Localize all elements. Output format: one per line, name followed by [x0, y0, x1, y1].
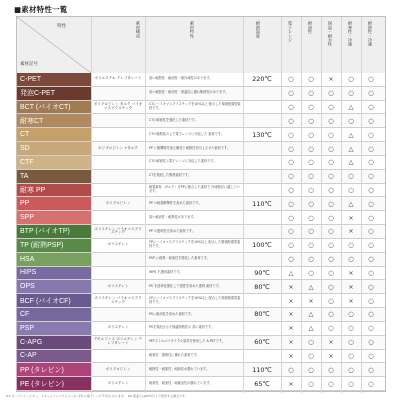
table-row — [17, 73, 385, 87]
table-row — [17, 225, 385, 239]
property-symbol: × — [288, 310, 294, 319]
property-symbol: ○ — [288, 227, 294, 236]
heat-resistance-temp: 65℃ — [254, 379, 270, 388]
property-symbol: ○ — [308, 186, 314, 194]
material-feature: CFにバイオマスプラスチックを10%以上 配合した環境配慮型素材です。 — [149, 295, 241, 304]
table-row — [17, 322, 385, 336]
header-col-cold: 耐寒性・冷凍 — [348, 21, 353, 47]
material-composition: ポリエチレン — [107, 380, 129, 385]
header-feature-label: 素材特性 — [190, 21, 195, 38]
material-code: HIPS — [17, 267, 91, 280]
property-symbol: ○ — [308, 338, 314, 347]
property-symbol: ○ — [368, 172, 374, 181]
property-symbol: ○ — [348, 324, 354, 333]
table-row — [17, 336, 385, 350]
material-feature: PP の透明性を高めた素材です。 — [149, 228, 196, 233]
material-code: BCT (バイオCT) — [17, 101, 91, 114]
property-symbol: ○ — [368, 296, 374, 305]
material-feature: CTの耐寒性を強化した素材です。 — [149, 117, 198, 122]
divider — [321, 17, 322, 393]
heat-resistance-temp — [243, 170, 281, 183]
material-code: CTF — [17, 156, 91, 169]
table-row — [17, 114, 385, 128]
property-symbol: ○ — [288, 116, 294, 125]
header-col-oil: 耐油性 — [308, 21, 313, 34]
property-symbol: ○ — [348, 89, 354, 98]
heat-resistance-temp — [243, 225, 281, 238]
property-symbol: × — [288, 296, 294, 305]
material-feature: 耐寒素材（タルク）をPPに配合した素材で 冷凍保存に適しています。 — [149, 185, 240, 193]
heat-resistance-temp — [243, 101, 281, 114]
header-col-microwave: 電子レンジ — [288, 21, 293, 42]
heat-resistance-temp: 90℃ — [254, 268, 270, 277]
material-composition: ポリプロピレン — [105, 200, 131, 205]
property-symbol: ○ — [368, 365, 374, 374]
material-feature: 高い耐熱性・耐油性・耐冷凍性があります。 — [149, 76, 213, 81]
property-symbol: ○ — [328, 310, 334, 319]
material-composition — [93, 253, 143, 266]
property-symbol: ○ — [328, 130, 334, 139]
heat-resistance-temp — [243, 87, 281, 100]
table-row — [17, 363, 385, 377]
property-symbol: ○ — [308, 89, 314, 98]
material-code: PP — [17, 197, 91, 210]
property-symbol: △ — [348, 199, 354, 208]
material-code: PE (タレビン) — [17, 377, 91, 390]
material-feature: TPにバイオマスプラスチックを10%以上 配合した環境配慮型素材です。 — [149, 240, 241, 249]
property-symbol: ○ — [328, 379, 334, 388]
material-composition — [93, 114, 143, 127]
heat-resistance-temp — [243, 114, 281, 127]
property-symbol: ○ — [308, 199, 314, 208]
heat-resistance-temp — [243, 142, 281, 155]
table-row — [17, 294, 385, 308]
property-symbol: ○ — [308, 268, 314, 277]
property-symbol: ○ — [288, 158, 294, 167]
material-composition — [93, 170, 143, 183]
property-symbol: △ — [308, 310, 314, 319]
property-symbol: × — [328, 338, 334, 347]
material-code: 発泡C-PET — [17, 87, 91, 100]
header-material-label: 素材構成 — [136, 21, 141, 38]
header-code-label: 素材記号 — [20, 62, 38, 67]
property-symbol: × — [348, 282, 354, 291]
property-symbol: ○ — [308, 351, 314, 360]
heat-resistance-temp — [243, 350, 281, 363]
property-symbol: ○ — [368, 227, 374, 236]
material-feature: CTを発泡した断熱素材です。 — [149, 173, 192, 178]
property-symbol: × — [348, 213, 354, 222]
material-feature: 高い耐油性・耐熱性があります。 — [149, 214, 197, 219]
header-col-heat-water: 保温・耐水性 — [328, 21, 333, 47]
property-symbol: ○ — [288, 89, 294, 98]
header-property-label: 特性 — [57, 24, 66, 29]
material-code: PP (タレビン) — [17, 363, 91, 376]
material-composition — [93, 211, 143, 224]
material-code: C-PET — [17, 73, 91, 86]
property-symbol: ○ — [328, 103, 334, 112]
header-col-heat-freeze: 耐熱性・冷凍 — [368, 21, 373, 47]
property-symbol: ○ — [348, 365, 354, 374]
property-symbol: △ — [348, 130, 354, 139]
property-symbol: ○ — [368, 324, 374, 333]
divider — [361, 17, 362, 393]
table-row — [17, 197, 385, 211]
property-symbol: ○ — [368, 144, 374, 153]
material-composition: ポリエステル テレフタレート — [94, 76, 142, 81]
heat-resistance-temp: 80℃ — [254, 282, 270, 291]
property-symbol: ○ — [348, 116, 354, 125]
material-composition: ポリスチレン — [107, 242, 129, 247]
heat-resistance-temp — [243, 253, 281, 266]
table-row — [17, 280, 385, 294]
heat-resistance-temp: 220℃ — [252, 75, 272, 84]
property-symbol: ○ — [288, 144, 294, 153]
property-symbol: ○ — [348, 351, 354, 360]
page-title: ■素材特性一覧 — [14, 5, 68, 14]
property-symbol: ○ — [328, 89, 334, 98]
property-symbol: × — [288, 351, 294, 360]
property-symbol: ○ — [368, 199, 374, 208]
material-feature: 高い耐熱性・耐油性・保温性に優れ断熱性があります。 — [149, 90, 229, 95]
table-row — [17, 377, 385, 391]
property-symbol: ○ — [308, 213, 314, 222]
material-code: C-APG — [17, 336, 91, 349]
property-symbol: ○ — [328, 365, 334, 374]
property-symbol: ○ — [308, 379, 314, 388]
table-row — [17, 156, 385, 170]
property-symbol: ○ — [308, 365, 314, 374]
property-symbol: ○ — [368, 310, 374, 319]
material-feature: CTにバイオマスプラスチックを10%以上 配合した環境配慮型素材です。 — [149, 102, 241, 111]
property-symbol: ○ — [308, 227, 314, 236]
property-symbol: △ — [308, 324, 314, 333]
heat-resistance-temp — [243, 294, 281, 307]
property-symbol: ○ — [328, 227, 334, 236]
material-composition — [93, 350, 143, 363]
material-composition — [93, 87, 143, 100]
material-composition — [93, 308, 143, 321]
property-symbol: ○ — [288, 213, 294, 222]
divider — [145, 17, 146, 393]
property-symbol: ○ — [328, 241, 334, 250]
material-code: HSA — [17, 253, 91, 266]
property-symbol: △ — [348, 103, 354, 112]
property-symbol: ○ — [308, 130, 314, 139]
divider — [281, 17, 282, 393]
material-composition — [93, 184, 143, 197]
property-symbol: ○ — [328, 144, 334, 153]
heat-resistance-temp: 80℃ — [254, 310, 270, 319]
material-feature: CTの耐熱性の上で電子レンジに対応した 素材です。 — [149, 131, 224, 136]
material-code: 耐寒 PP — [17, 184, 91, 197]
heat-resistance-temp — [243, 184, 281, 197]
property-symbol: ○ — [308, 241, 314, 250]
property-symbol: × — [308, 296, 314, 305]
property-symbol: ○ — [328, 172, 334, 181]
header-temp-label: 耐熱温度 — [256, 21, 261, 38]
property-symbol: ○ — [368, 186, 374, 194]
material-code: BCF (バイオCF) — [17, 294, 91, 307]
material-composition: ポリスチレン — [107, 283, 129, 288]
property-symbol: ○ — [288, 186, 294, 194]
material-composition — [93, 267, 143, 280]
property-symbol: ○ — [368, 89, 374, 98]
material-feature: 耐熱性・耐寒性・耐油性が優れています。 — [149, 366, 210, 371]
heat-resistance-temp — [243, 322, 281, 335]
property-symbol: × — [288, 324, 294, 333]
property-symbol: × — [328, 351, 334, 360]
property-symbol: ○ — [328, 199, 334, 208]
property-symbol: ○ — [328, 255, 334, 264]
material-code: PSP — [17, 322, 91, 335]
property-symbol: ○ — [288, 75, 294, 84]
property-symbol: ○ — [288, 103, 294, 112]
material-feature: PP の耐寒衝撃性を高めた素材です。 — [149, 200, 202, 205]
material-code: C-AP — [17, 350, 91, 363]
property-symbol: × — [348, 296, 354, 305]
property-symbol: ○ — [308, 103, 314, 112]
material-code: OPS — [17, 280, 91, 293]
heat-resistance-temp: 110℃ — [252, 365, 272, 374]
property-symbol: ○ — [288, 255, 294, 264]
table-row — [17, 350, 385, 364]
material-feature: PETボトルのリサイクル原料を使用した A-PETです。 — [149, 339, 225, 344]
property-symbol: ○ — [308, 116, 314, 125]
material-feature: HIPS 不透明素材です。 — [149, 270, 183, 275]
material-code: 耐寒CT — [17, 114, 91, 127]
property-symbol: ○ — [368, 213, 374, 222]
property-symbol: ○ — [348, 310, 354, 319]
material-code: SPP — [17, 211, 91, 224]
material-composition — [93, 156, 143, 169]
property-symbol: ○ — [328, 296, 334, 305]
property-symbol: ○ — [308, 144, 314, 153]
material-feature: PSに耐油性を高めた素材です。 — [149, 311, 195, 316]
material-feature: 耐寒性・透明性に優れた素材です。 — [149, 353, 200, 357]
table-row — [17, 253, 385, 267]
property-symbol: ○ — [328, 268, 334, 277]
property-symbol: ○ — [328, 158, 334, 167]
divider — [301, 17, 302, 393]
material-feature: PSを発泡させた保温断熱性の 高い素材です。 — [149, 325, 215, 330]
property-symbol: ○ — [368, 255, 374, 264]
property-symbol: × — [288, 282, 294, 291]
table-row — [17, 184, 385, 198]
property-symbol: ○ — [368, 75, 374, 84]
material-feature: 耐寒性・耐油性・耐薬品性が優れています。 — [149, 380, 213, 385]
property-symbol: ○ — [328, 213, 334, 222]
property-symbol: ○ — [308, 75, 314, 84]
heat-resistance-temp — [243, 211, 281, 224]
table-header — [17, 17, 385, 74]
material-properties-table — [16, 16, 386, 392]
material-code: CF — [17, 308, 91, 321]
property-symbol: ○ — [348, 255, 354, 264]
table-row — [17, 267, 385, 281]
property-symbol: ○ — [348, 241, 354, 250]
property-symbol: ○ — [348, 338, 354, 347]
table-row — [17, 211, 385, 225]
footer-note: ※1 オーブントースター、スチームコンベクション(いずれも電子レンジ不可)となります。 ※2 保温とは60℃以上で使用する場合です。 — [6, 394, 188, 398]
material-feature: CTの耐寒性と電子レンジに対応した素材です。 — [149, 159, 217, 164]
table-row — [17, 101, 385, 115]
property-symbol: ○ — [288, 172, 294, 181]
property-symbol: ○ — [368, 282, 374, 291]
property-symbol: × — [288, 338, 294, 347]
material-code: BTP (バイオTP) — [17, 225, 91, 238]
material-composition: ポリスチレン — [107, 325, 129, 330]
property-symbol: ○ — [368, 158, 374, 167]
property-symbol: ○ — [328, 324, 334, 333]
material-composition: ポリスチレン バイオマスプラスチック — [94, 226, 142, 235]
property-symbol: △ — [348, 158, 354, 167]
property-symbol: × — [348, 227, 354, 236]
property-symbol: ○ — [368, 103, 374, 112]
material-composition — [93, 128, 143, 141]
property-symbol: ○ — [368, 116, 374, 125]
table-row — [17, 239, 385, 253]
material-composition: ポリプロピレン +タルク — [98, 145, 138, 150]
table-row — [17, 308, 385, 322]
table-row — [17, 142, 385, 156]
material-code: TA — [17, 170, 91, 183]
property-symbol: ○ — [288, 365, 294, 374]
property-symbol: ○ — [368, 241, 374, 250]
heat-resistance-temp: 100℃ — [252, 241, 272, 250]
material-feature: PS を延伸化強化して強度を高めた透明 素材です。 — [149, 283, 222, 288]
property-symbol: ○ — [308, 158, 314, 167]
property-symbol: ○ — [328, 116, 334, 125]
property-symbol: ○ — [328, 282, 334, 291]
divider — [243, 17, 244, 393]
material-code: CT — [17, 128, 91, 141]
divider — [341, 17, 342, 393]
property-symbol: ○ — [308, 255, 314, 264]
property-symbol: △ — [308, 282, 314, 291]
material-composition: アモルファス ポリエチレン テレフタレート — [93, 337, 143, 346]
property-symbol: × — [348, 268, 354, 277]
property-symbol: ○ — [288, 241, 294, 250]
property-symbol: ○ — [368, 338, 374, 347]
table-row — [17, 170, 385, 184]
heat-resistance-temp: 110℃ — [252, 199, 272, 208]
property-symbol: ○ — [348, 172, 354, 181]
material-feature: PSP に耐熱・耐油性を強化した素材です。 — [149, 256, 210, 261]
property-symbol: × — [328, 75, 334, 84]
property-symbol: ○ — [288, 130, 294, 139]
heat-resistance-temp: 60℃ — [254, 338, 270, 347]
property-symbol: △ — [288, 268, 294, 277]
property-symbol: ○ — [368, 130, 374, 139]
material-code: TP (耐熱PSP) — [17, 239, 91, 252]
property-symbol: ○ — [368, 268, 374, 277]
material-feature: PP に無機物を加え剛性と耐熱性を向上させた素材です。 — [149, 145, 231, 150]
property-symbol: ○ — [328, 186, 334, 194]
property-symbol: ○ — [308, 172, 314, 181]
property-symbol: ○ — [288, 199, 294, 208]
table-row — [17, 128, 385, 142]
property-symbol: ○ — [368, 379, 374, 388]
property-symbol: ○ — [348, 379, 354, 388]
heat-resistance-temp — [243, 156, 281, 169]
divider — [91, 17, 92, 393]
material-composition: ポリスチレン バイオマスプラスチック — [94, 295, 142, 304]
material-code: SD — [17, 142, 91, 155]
material-composition: ポリプロピレン — [105, 366, 131, 371]
property-symbol: △ — [348, 144, 354, 153]
heat-resistance-temp: 130℃ — [252, 130, 272, 139]
property-symbol: × — [288, 379, 294, 388]
property-symbol: ○ — [368, 351, 374, 360]
property-symbol: ○ — [348, 186, 354, 194]
material-composition: ポリプロピレン タルク バイオマスプラスチック — [93, 102, 143, 111]
table-row — [17, 87, 385, 101]
property-symbol: ○ — [348, 75, 354, 84]
